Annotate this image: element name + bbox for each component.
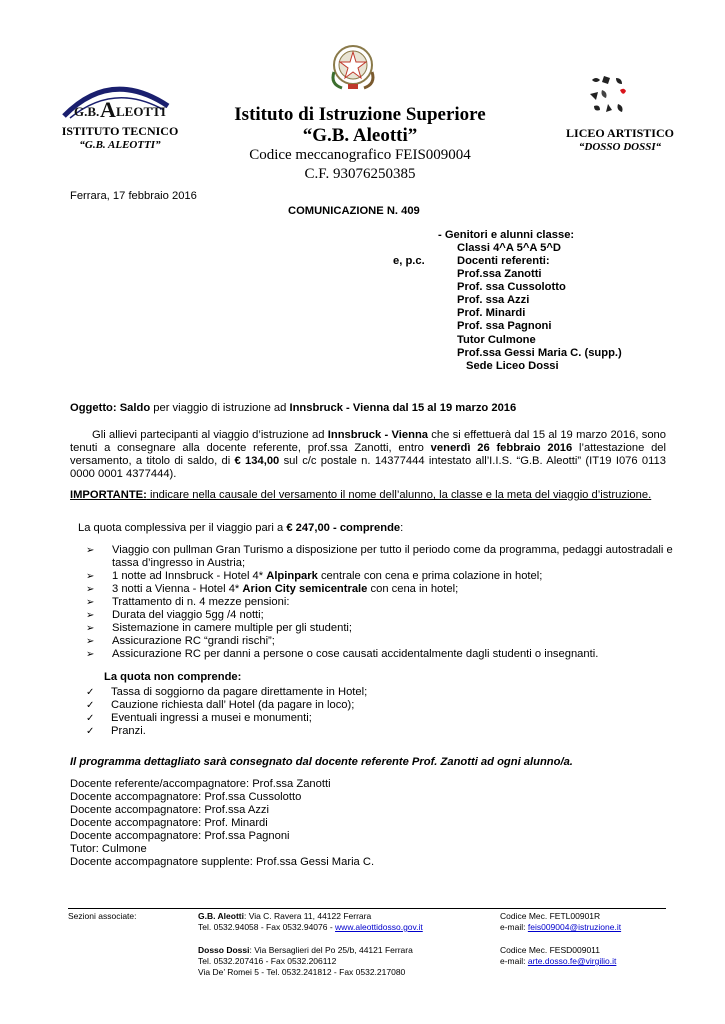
include-text: Sistemazione in camere multiple per gli studenti; bbox=[112, 622, 353, 634]
left-school-name: ISTITUTO TECNICO bbox=[61, 124, 179, 138]
oggetto-label: Oggetto: Saldo bbox=[70, 402, 151, 414]
recipient-line: Sede Liceo Dossi bbox=[466, 360, 559, 372]
excludes-title: La quota non comprende: bbox=[104, 671, 242, 683]
recipient-line: - Genitori e alunni classe: bbox=[438, 229, 575, 241]
include-item bbox=[86, 570, 676, 583]
docente-line: Docente accompagnatore: Prof.ssa Pagnoni bbox=[70, 830, 290, 842]
quota-amount: € 247,00 - comprende bbox=[286, 522, 401, 534]
docenti-list bbox=[70, 778, 570, 869]
include-text: 3 notti a Vienna - Hotel 4* bbox=[112, 583, 243, 595]
recipient-line: Docenti referenti: bbox=[457, 255, 550, 267]
exclude-item bbox=[86, 699, 676, 712]
exclude-item bbox=[86, 712, 676, 725]
excludes-list bbox=[86, 686, 676, 738]
include-item bbox=[86, 596, 676, 609]
left-school-sub: “G.B. ALEOTTI” bbox=[79, 139, 161, 151]
footer-rule bbox=[68, 908, 666, 909]
institute-title: Istituto di Istruzione Superiore bbox=[234, 104, 486, 125]
para-amount: € 134,00 bbox=[234, 455, 280, 467]
para-destination: Innsbruck - Vienna bbox=[327, 429, 429, 441]
docente-line: Docente accompagnatore supplente: Prof.ssa Gessi Maria C. bbox=[70, 856, 375, 868]
footer-aleotti-phone: Tel. 0532.94058 - Fax 0532.94076 - bbox=[198, 922, 336, 932]
payment-paragraph bbox=[70, 429, 666, 481]
footer-aleotti bbox=[198, 911, 498, 933]
footer-dossi-email-link[interactable]: arte.dosso.fe@virgilio.it bbox=[527, 956, 617, 966]
docente-line: Tutor: Culmone bbox=[70, 843, 147, 855]
recipient-line: Tutor Culmone bbox=[457, 334, 536, 346]
footer-email-label: e-mail: bbox=[500, 922, 528, 932]
footer-dossi-name: Dosso Dossi bbox=[198, 945, 250, 955]
include-item bbox=[86, 583, 676, 596]
footer-aleotti-contacts bbox=[500, 911, 670, 933]
include-text: Trattamento di n. 4 mezze pensioni: bbox=[112, 596, 290, 608]
docente-line: Docente accompagnatore: Prof. Minardi bbox=[70, 817, 268, 829]
footer-dossi-code: Codice Mec. FESD009011 bbox=[500, 945, 601, 955]
epc-label: e, p.c. bbox=[393, 255, 425, 267]
footer-label: Sezioni associate: bbox=[68, 911, 137, 921]
docente-line: Docente accompagnatore: Prof.ssa Cussolotto bbox=[70, 791, 302, 803]
docente-line: Docente accompagnatore: Prof.ssa Azzi bbox=[70, 804, 269, 816]
exclude-item bbox=[86, 686, 676, 699]
include-text: 1 notte ad Innsbruck - Hotel 4* bbox=[112, 570, 267, 582]
footer-aleotti-email-link[interactable]: feis009004@istruzione.it bbox=[527, 922, 622, 932]
para-deadline: venerdì 26 febbraio 2016 bbox=[430, 442, 573, 454]
recipient-line: Classi 4^A 5^A 5^D bbox=[457, 242, 561, 254]
right-school-sub: “DOSSO DOSSI“ bbox=[578, 141, 662, 153]
exclude-text: Pranzi. bbox=[111, 725, 146, 737]
footer-dossi bbox=[198, 945, 498, 978]
para-text: l’attestazione del versamento, a titolo di saldo, di bbox=[70, 442, 666, 467]
recipient-line: Prof.ssa Gessi Maria C. (supp.) bbox=[457, 347, 622, 359]
institute-name: “G.B. Aleotti” bbox=[302, 125, 418, 146]
importante-label: IMPORTANTE: bbox=[70, 489, 147, 501]
para-text: Gli allievi partecipanti al viaggio d’istruzione ad bbox=[92, 429, 328, 441]
aleotti-logo bbox=[56, 76, 176, 122]
footer-dossi-phone: Tel. 0532.207416 - Fax 0532.206112 bbox=[198, 956, 337, 966]
include-text: Assicurazione RC “grandi rischi”; bbox=[112, 635, 275, 647]
para-text: che si effettuerà dal 15 al 19 marzo 2016, sono tenuti a consegnare alla docente referente, prof.ssa Zanotti, entro bbox=[70, 429, 666, 454]
svg-text:LEOTTI: LEOTTI bbox=[116, 104, 166, 119]
importante-text: indicare nella causale del versamento il nome dell’alunno, la classe e la meta del viaggio d’istruzione. bbox=[146, 489, 652, 501]
footer-dossi-address: : Via Bersaglieri del Po 25/b, 44121 Ferrara bbox=[249, 945, 413, 955]
include-text: Viaggio con pullman Gran Turismo a disposizione per tutto il periodo come da programma, pedaggi autostradali e tassa d’ingresso in Austria; bbox=[112, 544, 673, 569]
recipient-line: Prof. Minardi bbox=[457, 307, 526, 319]
exclude-text: Tassa di soggiorno da pagare direttamente in Hotel; bbox=[111, 686, 368, 698]
institute-cf: C.F. 93076250385 bbox=[304, 166, 416, 182]
svg-text:A: A bbox=[100, 97, 116, 122]
para-text: sul c/c postale n. 14377444 intestato all’I.I.S. “G.B. Aleotti” (IT19 I076 0113 0000 0001 4377444). bbox=[70, 455, 666, 480]
recipient-line: Prof. ssa Pagnoni bbox=[457, 320, 552, 332]
footer-aleotti-address: : Via C. Ravera 11, 44122 Ferrara bbox=[243, 911, 372, 921]
importante-note bbox=[70, 489, 666, 502]
footer-aleotti-name: G.B. Aleotti bbox=[198, 911, 244, 921]
exclude-item bbox=[86, 725, 676, 738]
institute-code: Codice meccanografico FEIS009004 bbox=[249, 147, 471, 163]
footer-dossi-address2: Via De’ Romei 5 - Tel. 0532.241812 - Fax 0532.217080 bbox=[198, 967, 406, 977]
header-left bbox=[40, 124, 200, 151]
include-text: Assicurazione RC per danni a persone o cose causati accidentalmente dagli studenti o insegnanti. bbox=[112, 648, 599, 660]
exclude-text: Eventuali ingressi a musei e monumenti; bbox=[111, 712, 312, 724]
recipient-line: Prof. ssa Azzi bbox=[457, 294, 530, 306]
footer-dossi-contacts bbox=[500, 945, 670, 967]
header-right bbox=[520, 126, 720, 153]
italian-emblem-icon bbox=[328, 40, 378, 92]
include-text: con cena in hotel; bbox=[367, 583, 459, 595]
docente-line: Docente referente/accompagnatore: Prof.ssa Zanotti bbox=[70, 778, 331, 790]
include-hotel: Arion City semicentrale bbox=[242, 583, 368, 595]
recipient-line: Prof. ssa Cussolotto bbox=[457, 281, 566, 293]
header-center bbox=[215, 104, 505, 184]
quota-line bbox=[78, 522, 668, 535]
quota-text: La quota complessiva per il viaggio pari a bbox=[78, 522, 287, 534]
quota-colon: : bbox=[400, 522, 404, 534]
oggetto-text: per viaggio di istruzione ad bbox=[150, 402, 290, 414]
include-item bbox=[86, 544, 676, 570]
footer-website-link[interactable]: www.aleottidosso.gov.it bbox=[335, 922, 423, 932]
include-text: Durata del viaggio 5gg /4 notti; bbox=[112, 609, 264, 621]
include-item bbox=[86, 635, 676, 648]
include-item bbox=[86, 622, 676, 635]
dosso-dossi-logo bbox=[586, 72, 630, 116]
include-item bbox=[86, 648, 676, 661]
include-hotel: Alpinpark bbox=[266, 570, 318, 582]
programma-note: Il programma dettagliato sarà consegnato dal docente referente Prof. Zanotti ad ogni alunno/a. bbox=[70, 756, 573, 768]
includes-list bbox=[86, 544, 676, 661]
footer-email-label: e-mail: bbox=[500, 956, 528, 966]
include-text: centrale con cena e prima colazione in hotel; bbox=[317, 570, 543, 582]
oggetto-line bbox=[70, 402, 670, 415]
svg-text:G.B.: G.B. bbox=[74, 104, 100, 119]
recipient-line: Prof.ssa Zanotti bbox=[457, 268, 542, 280]
exclude-text: Cauzione richiesta dall’ Hotel (da pagare in loco); bbox=[111, 699, 355, 711]
right-school-name: LICEO ARTISTICO bbox=[566, 126, 674, 140]
comunicazione-number: COMUNICAZIONE N. 409 bbox=[288, 205, 420, 217]
letter-date: Ferrara, 17 febbraio 2016 bbox=[70, 190, 197, 202]
oggetto-destination: Innsbruck - Vienna dal 15 al 19 marzo 2016 bbox=[289, 402, 517, 414]
footer-aleotti-code: Codice Mec. FETL00901R bbox=[500, 911, 601, 921]
include-item bbox=[86, 609, 676, 622]
